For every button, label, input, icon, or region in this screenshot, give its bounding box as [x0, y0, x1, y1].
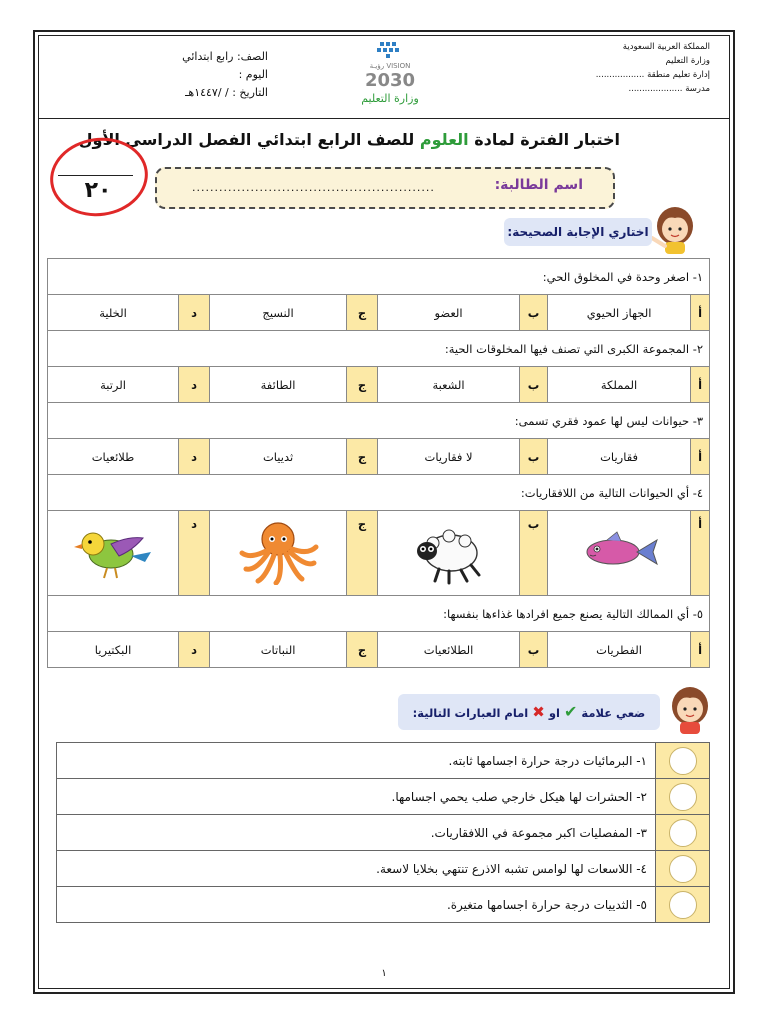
answer-circle[interactable] [669, 747, 697, 775]
cross-mark-icon: ✖ [532, 703, 545, 721]
statement-2: ٢- الحشرات لها هيكل خارجي صلب يحمي اجسامها. [57, 779, 656, 815]
school-line: مدرسة .................... [628, 84, 710, 94]
option-letter-c: ج [347, 295, 378, 331]
answer-cell[interactable] [656, 779, 710, 815]
date-field: التاريخ : / /١٤٤٧هـ [185, 86, 268, 99]
option-letter-a: أ [691, 439, 710, 475]
option-letter-a: أ [691, 367, 710, 403]
statement-row [57, 887, 710, 923]
question-row [48, 259, 710, 295]
q4-option-c[interactable] [210, 511, 347, 596]
answer-circle[interactable] [669, 783, 697, 811]
question-row [48, 596, 710, 632]
q3-option-b[interactable]: لا فقاريات [378, 439, 520, 475]
student-name-box[interactable] [155, 167, 615, 209]
q5-option-b[interactable]: الطلائعيات [378, 632, 520, 668]
question-row [48, 475, 710, 511]
fish-icon [577, 528, 661, 576]
true-false-table [56, 742, 710, 923]
statement-row [57, 815, 710, 851]
q4-option-b[interactable] [378, 511, 520, 596]
student-name-dots: ...................................................... [192, 181, 435, 194]
student-name-label: اسم الطالبة: [494, 177, 583, 193]
option-letter-d: د [179, 367, 210, 403]
statement-4: ٤- اللاسعات لها لوامس تشبه الاذرع تنتهي بخلايا لاسعة. [57, 851, 656, 887]
statement-3: ٣- المفصليات اكبر مجموعة في اللافقاريات. [57, 815, 656, 851]
section2-or: او [548, 706, 560, 720]
q5-option-a[interactable]: الفطريات [548, 632, 691, 668]
q2-option-b[interactable]: الشعبة [378, 367, 520, 403]
section2-title-part2: امام العبارات التالية: [412, 706, 529, 720]
q1-option-d[interactable]: الخلية [48, 295, 179, 331]
section1-title: اختاري الإجابة الصحيحة: [504, 218, 652, 246]
option-letter-a: أ [691, 295, 710, 331]
q4-option-a[interactable] [548, 511, 691, 596]
ministry-line: وزارة التعليم [665, 56, 710, 66]
svg-text:VISION رؤيـة: VISION رؤيـة [369, 62, 411, 70]
question-row [48, 403, 710, 439]
question-2-text: ٢- المجموعة الكبرى التي تصنف فيها المخلوقات الحية: [48, 331, 710, 367]
option-letter-c: ج [347, 632, 378, 668]
grade-field: الصف: رابع ابتدائي [182, 50, 268, 63]
option-letter-a: أ [691, 632, 710, 668]
check-mark-icon: ✔ [563, 702, 578, 721]
q5-option-c[interactable]: النباتات [210, 632, 347, 668]
option-letter-b: ب [520, 367, 548, 403]
octopus-icon [236, 519, 320, 585]
answer-cell[interactable] [656, 815, 710, 851]
day-field: اليوم : [238, 68, 268, 81]
mcq-table [47, 258, 710, 668]
option-letter-a: أ [691, 511, 710, 596]
q1-option-a[interactable]: الجهاز الحيوي [548, 295, 691, 331]
option-letter-c: ج [347, 367, 378, 403]
answer-circle[interactable] [669, 819, 697, 847]
option-letter-c: ج [347, 511, 378, 596]
exam-title [79, 130, 620, 149]
score-total: ٢٠ [84, 178, 112, 203]
q2-option-d[interactable]: الرتبة [48, 367, 179, 403]
option-letter-b: ب [520, 295, 548, 331]
question-3-text: ٣- حيوانات ليس لها عمود فقري تسمى: [48, 403, 710, 439]
country-line: المملكة العربية السعودية [622, 42, 710, 52]
score-divider [58, 175, 133, 176]
title-part1: اختبار الفترة لمادة [468, 130, 620, 149]
option-letter-d: د [179, 632, 210, 668]
region-line: إدارة تعليم منطقة .................. [595, 70, 710, 80]
question-4-text: ٤- أي الحيوانات التالية من اللافقاريات: [48, 475, 710, 511]
q2-option-c[interactable]: الطائفة [210, 367, 347, 403]
answer-circle[interactable] [669, 891, 697, 919]
question-1-text: ١- اصغر وحدة في المخلوق الحي: [48, 259, 710, 295]
q1-option-c[interactable]: النسيج [210, 295, 347, 331]
school-header [540, 40, 710, 96]
answer-cell[interactable] [656, 887, 710, 923]
section2-title [398, 694, 660, 730]
statement-row [57, 851, 710, 887]
options-row [48, 295, 710, 331]
sheep-icon [409, 519, 489, 585]
girl-pointing-icon [648, 204, 698, 256]
q3-option-d[interactable]: طلائعيات [48, 439, 179, 475]
option-letter-c: ج [347, 439, 378, 475]
option-letter-b: ب [520, 511, 548, 596]
title-part2: للصف الرابع ابتدائي الفصل الدراسي الأول [78, 130, 420, 149]
q4-option-d[interactable] [48, 511, 179, 596]
vision-2030-logo [350, 40, 430, 110]
svg-text:وزارة التعليم: وزارة التعليم [361, 92, 419, 105]
q3-option-a[interactable]: فقاريات [548, 439, 691, 475]
girl-pointing-icon [665, 684, 715, 736]
option-letter-d: د [179, 295, 210, 331]
answer-circle[interactable] [669, 855, 697, 883]
option-letter-d: د [179, 439, 210, 475]
q2-option-a[interactable]: المملكة [548, 367, 691, 403]
page-number: ١ [381, 968, 387, 979]
bird-icon [71, 522, 155, 582]
statement-1: ١- البرمائيات درجة حرارة اجسامها ثابته. [57, 743, 656, 779]
options-row [48, 367, 710, 403]
image-options-row [48, 511, 710, 596]
section2-title-part1: ضعي علامة [581, 706, 646, 720]
q1-option-b[interactable]: العضو [378, 295, 520, 331]
student-info [88, 48, 268, 102]
options-row [48, 439, 710, 475]
statement-row [57, 779, 710, 815]
title-subject: العلوم [419, 130, 469, 149]
options-row [48, 632, 710, 668]
question-row [48, 331, 710, 367]
q5-option-d[interactable]: البكتيريا [48, 632, 179, 668]
header-divider [38, 118, 730, 119]
option-letter-b: ب [520, 632, 548, 668]
svg-text:2030: 2030 [364, 70, 416, 91]
question-5-text: ٥- أي الممالك التالية يصنع جميع افرادها غذاءها بنفسها: [48, 596, 710, 632]
answer-cell[interactable] [656, 851, 710, 887]
option-letter-d: د [179, 511, 210, 596]
answer-cell[interactable] [656, 743, 710, 779]
statement-5: ٥- الثدييات درجة حرارة اجسامها متغيرة. [57, 887, 656, 923]
option-letter-b: ب [520, 439, 548, 475]
statement-row [57, 743, 710, 779]
q3-option-c[interactable]: ثدييات [210, 439, 347, 475]
